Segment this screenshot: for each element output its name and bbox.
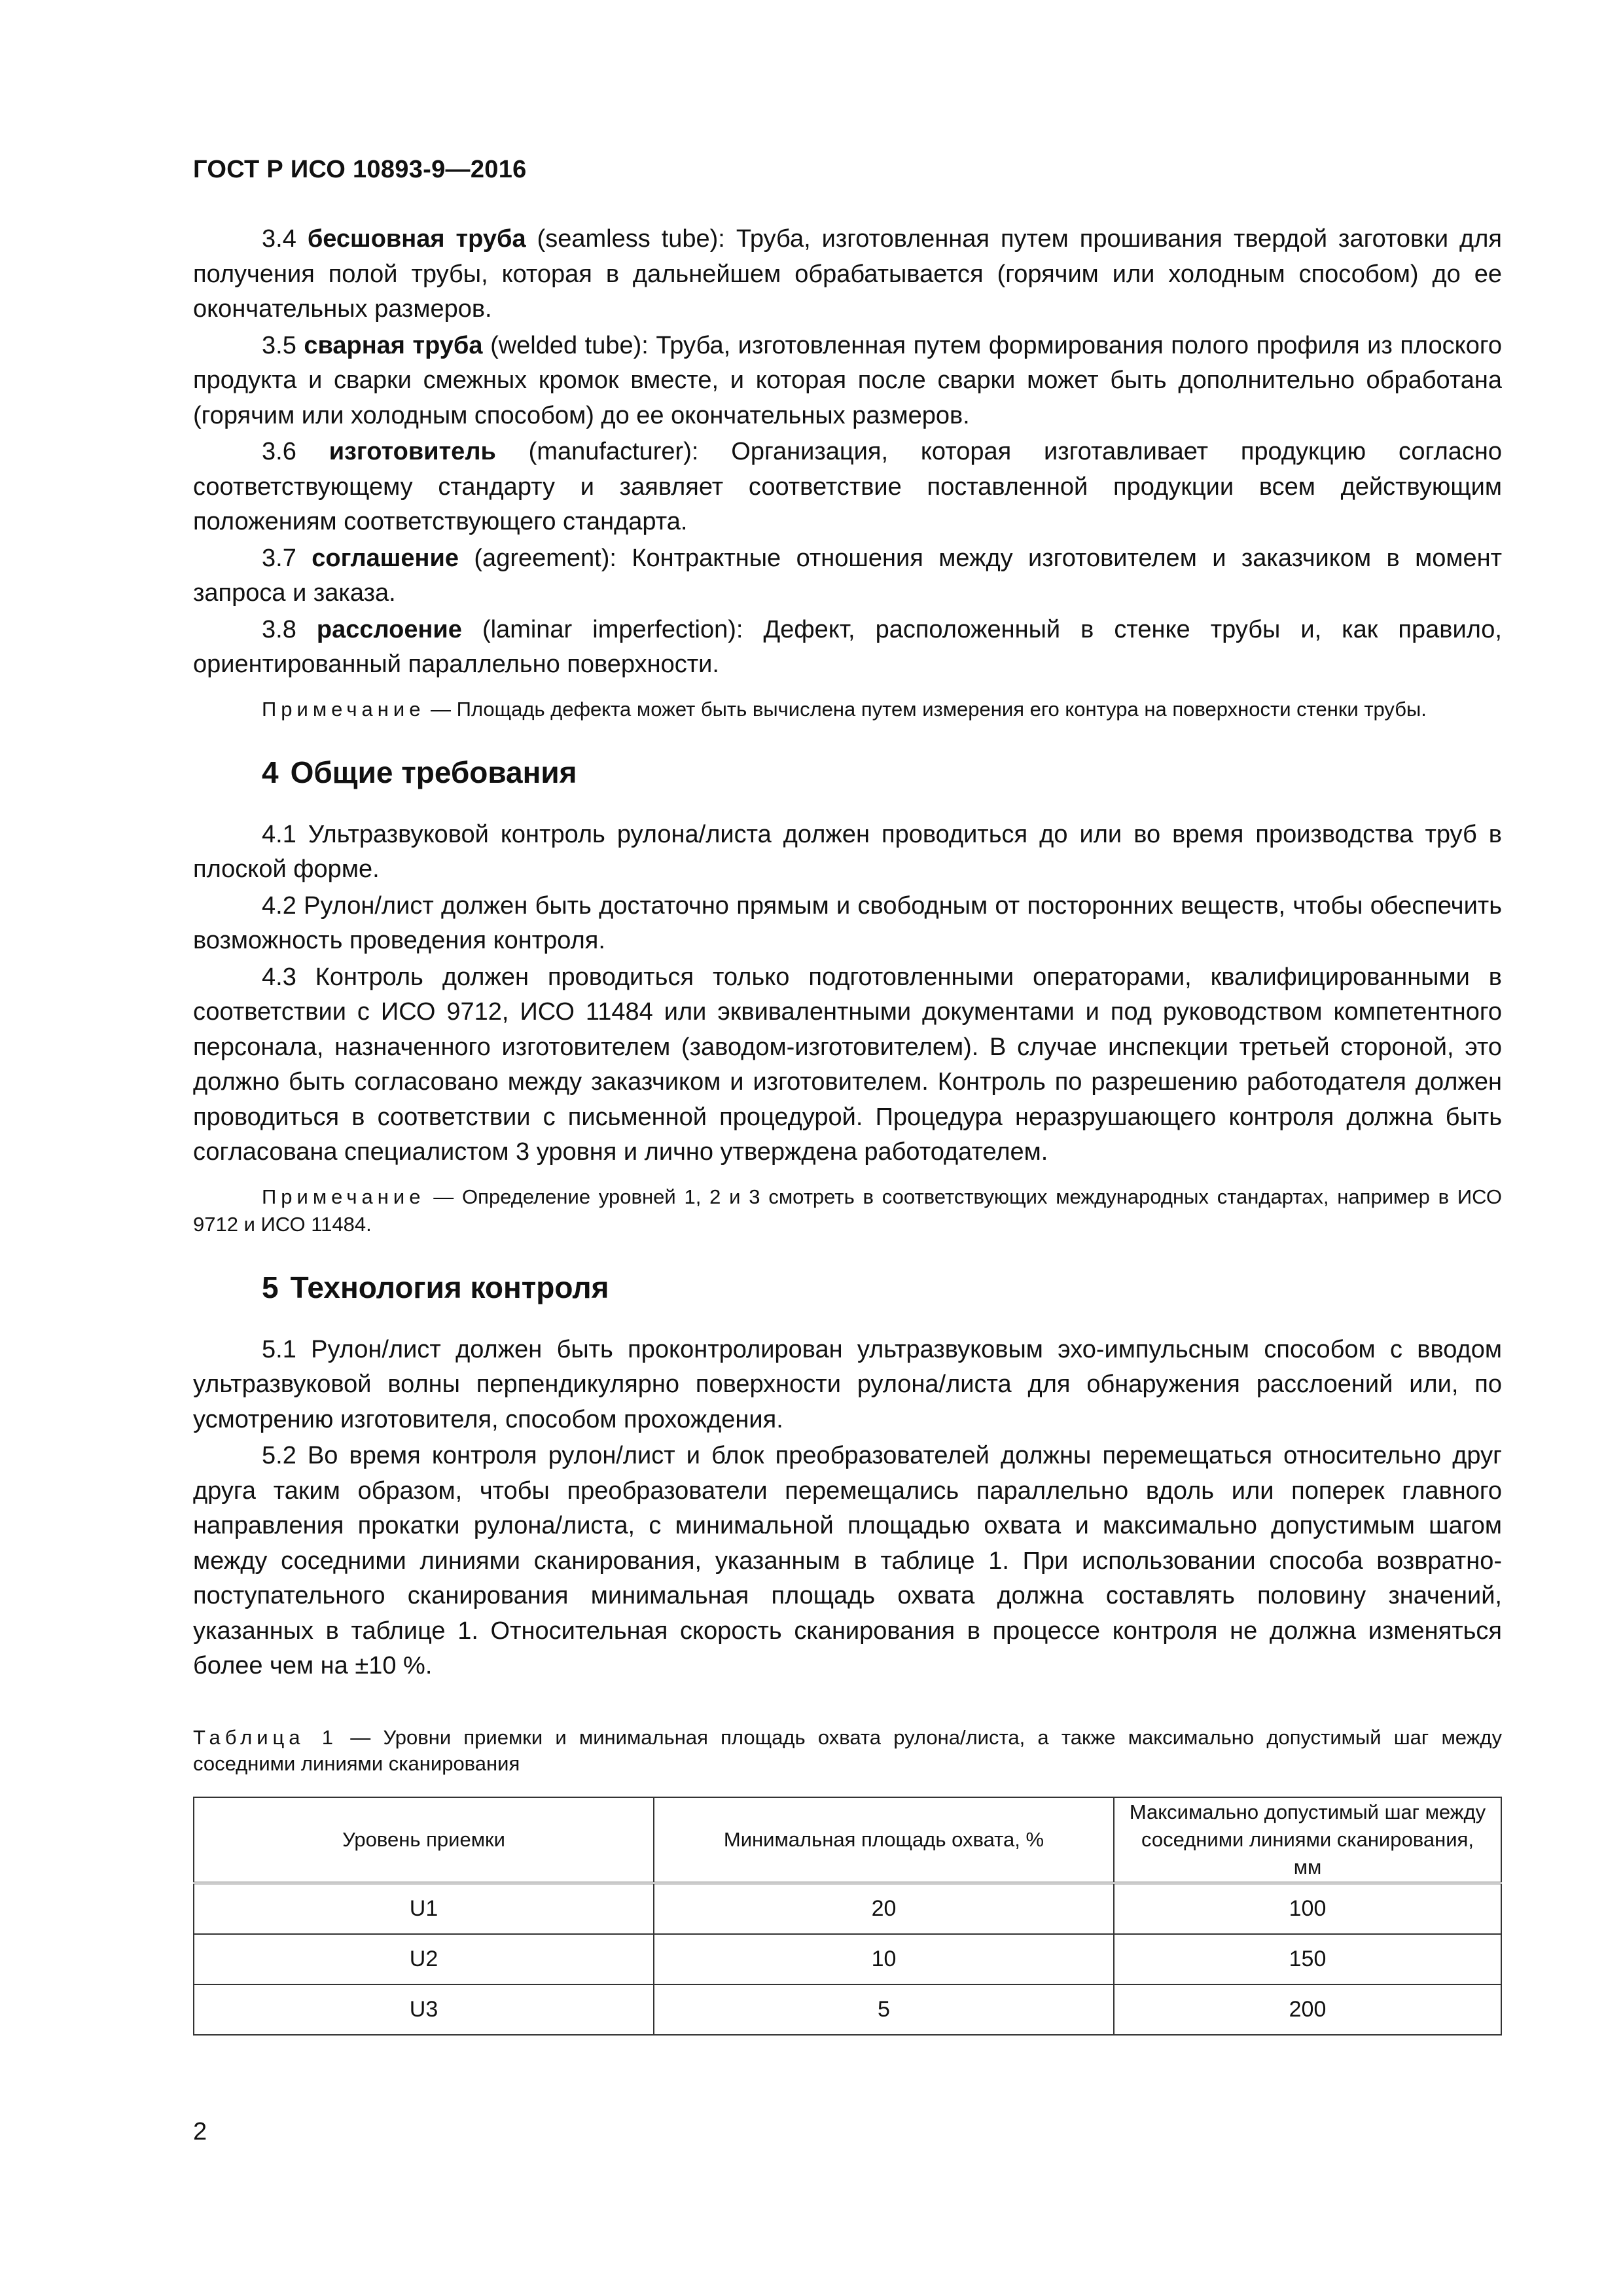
column-header-acceptance-level: Уровень приемки (194, 1797, 654, 1883)
table-row (194, 1883, 1501, 1934)
definition-term: сварная труба (304, 331, 483, 359)
table-cell: 100 (1114, 1883, 1501, 1934)
definition-3-8: 3.8 расслоение (laminar imperfection): Дефект, расположенный в стенке трубы и, как правило, ориентированный параллельно поверхности. (193, 615, 1502, 678)
table-header-row (194, 1797, 1501, 1883)
table-cell: 150 (1114, 1934, 1501, 1984)
definition-term: соглашение (312, 544, 459, 572)
table-cell: U1 (194, 1883, 654, 1934)
definition-3-7: 3.7 соглашение (agreement): Контрактные отношения между изготовителем и заказчиком в момент запроса и заказа. (193, 544, 1502, 607)
definition-term: изготовитель (329, 438, 496, 465)
table-row (194, 1934, 1501, 1984)
table-cell: 5 (654, 1984, 1114, 2035)
definition-3-4: 3.4 бесшовная труба (seamless tube): Труба, изготовленная путем прошивания твердой заготовки для получения полой трубы, которая в дальнейшем обрабатывается (горячим или холодным способом) до ее окончательных размеров. (193, 225, 1502, 323)
paragraph-5-2: 5.2 Во время контроля рулон/лист и блок преобразователей должны перемещаться относительно друг друга таким образом, чтобы преобразователи перемещались параллельно вдоль или поперек главного направления прокатки рулона/листа, с минимальной площадью охвата и максимально допустимым шагом между соседними линиями сканирования, указанным в таблице 1. При использовании способа возвратно-поступательного сканирования минимальная площадь охвата должна составлять половину значений, указанных в таблице 1. Относительная скорость сканирования в процессе контроля не должна изменяться более чем на ±10 %. (193, 1442, 1502, 1679)
paragraph-5-1: 5.1 Рулон/лист должен быть проконтролирован ультразвуковым эхо-импульсным способом с вводом ультразвуковой волны перпендикулярно поверхности рулона/листа для обнаружения расслоений или, по усмотрению изготовителя, способом прохождения. (193, 1335, 1502, 1433)
table-1-caption: Таблица 1 — Уровни приемки и минимальная площадь охвата рулона/листа, а также максимально допустимый шаг между соседними линиями сканирования (193, 1725, 1502, 1775)
definition-term: расслоение (316, 615, 462, 643)
table-cell: U3 (194, 1984, 654, 2035)
table-cell: 200 (1114, 1984, 1501, 2035)
note-laminar-imperfection: Примечание — Площадь дефекта может быть вычислена путем измерения его контура на поверхности стенки трубы. (262, 697, 1427, 721)
table-label: Таблица 1 (193, 1725, 338, 1749)
table-cell: 10 (654, 1934, 1114, 1984)
definition-3-6: 3.6 изготовитель (manufacturer): Организация, которая изготавливает продукцию согласно соответствующему стандарту и заявляет соответствие поставленной продукции всем действующим положениям соответствующего стандарта. (193, 438, 1502, 535)
table-row (194, 1984, 1501, 2035)
note-label: Примечание (262, 697, 425, 721)
paragraph-4-3: 4.3 Контроль должен проводиться только подготовленными операторами, квалифицированными в соответствии с ИСО 9712, ИСО 11484 или эквивалентными документами и под руководством компетентного персонала, назначенного изготовителем (заводом-изготовителем). В случае инспекции третьей стороной, это должно быть согласовано между заказчиком и изготовителем. Контроль по разрешению работодателя должен проводиться в соответствии с письменной процедурой. Процедура неразрушающего контроля должна быть согласована специалистом 3 уровня и лично утверждена работодателем. (193, 963, 1502, 1166)
note-label: Примечание (262, 1185, 425, 1208)
definition-term: бесшовная труба (307, 225, 526, 253)
table-cell: U2 (194, 1934, 654, 1984)
paragraph-4-1: 4.1 Ультразвуковой контроль рулона/листа должен проводиться до или во время производства труб в плоской форме. (193, 820, 1502, 883)
paragraph-4-2: 4.2 Рулон/лист должен быть достаточно прямым и свободным от посторонних веществ, чтобы обеспечить возможность проведения контроля. (193, 891, 1502, 954)
document-page (193, 156, 1502, 2036)
table-cell: 20 (654, 1883, 1114, 1934)
section-4-title: 4 Общие требования (262, 755, 577, 789)
page-number: 2 (193, 2118, 207, 2145)
column-header-max-scan-step: Максимально допустимый шаг между соседними линиями сканирования, мм (1114, 1797, 1501, 1883)
document-header: ГОСТ Р ИСО 10893-9—2016 (193, 156, 527, 183)
note-qualification-levels: Примечание — Определение уровней 1, 2 и 3 смотреть в соответствующих международных стандартах, например в ИСО 9712 и ИСО 11484. (193, 1185, 1502, 1236)
definition-3-5: 3.5 сварная труба (welded tube): Труба, изготовленная путем формирования полого профиля из плоского продукта и сварки смежных кромок вместе, и которая после сварки может быть дополнительно обработана (горячим или холодным способом) до ее окончательных размеров. (193, 331, 1502, 429)
table-1 (193, 1797, 1502, 2036)
section-5-title: 5 Технология контроля (262, 1270, 609, 1304)
column-header-min-coverage: Минимальная площадь охвата, % (654, 1797, 1114, 1883)
